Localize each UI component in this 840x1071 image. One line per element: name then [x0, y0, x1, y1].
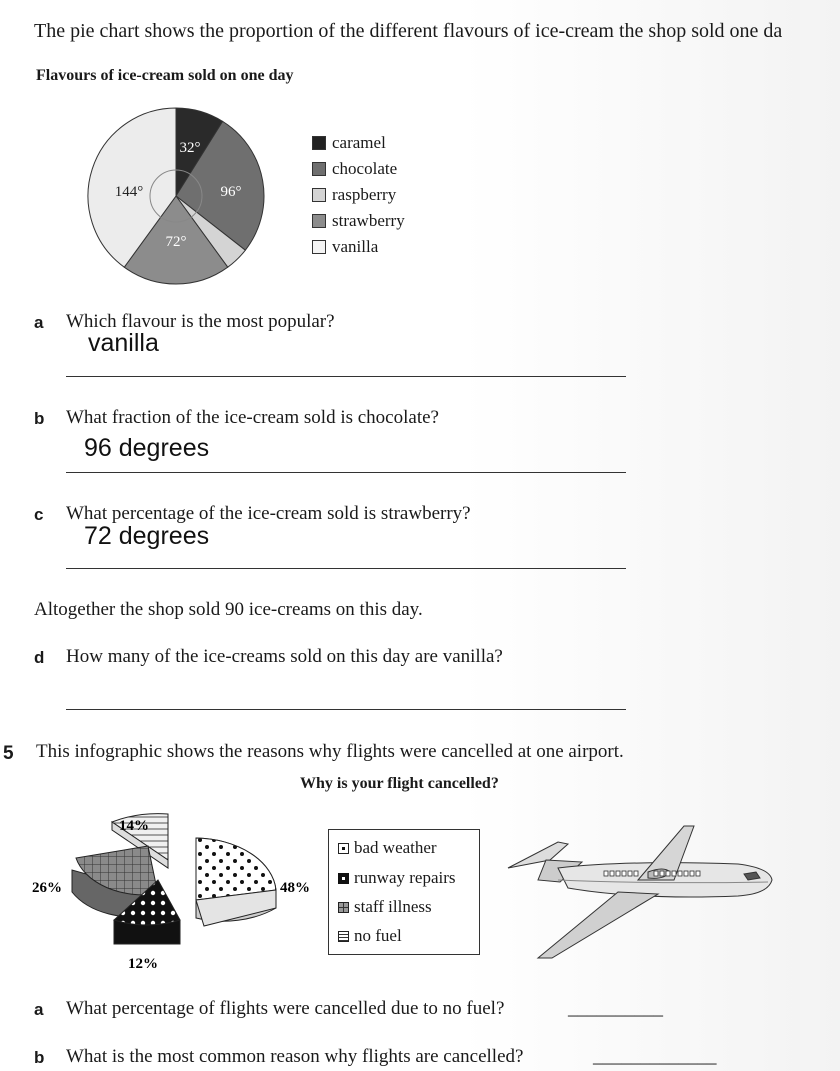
- question-5-number: 5: [3, 743, 14, 764]
- question-c-text: What percentage of the ice-cream sold is strawberry?: [66, 503, 471, 524]
- label-bad-weather: 48%: [280, 880, 310, 896]
- answer-b[interactable]: 96 degrees: [84, 434, 210, 462]
- legend-item-strawberry: [312, 209, 405, 233]
- flight-legend: [328, 829, 480, 955]
- question-5-text: This infographic shows the reasons why flights were cancelled at one airport.: [36, 741, 624, 762]
- answer-line-a: [66, 376, 626, 377]
- bad-weather-swatch: [338, 843, 349, 854]
- legend-item-bad-weather: [338, 838, 437, 858]
- swatch-caramel: [312, 136, 326, 150]
- slice-label-chocolate: 96°: [220, 184, 242, 200]
- flavour-legend: [312, 131, 452, 271]
- answer-line-d: [66, 709, 626, 710]
- swatch-vanilla: [312, 240, 326, 254]
- legend-label: no fuel: [354, 926, 402, 945]
- runway-repairs-swatch: [338, 873, 349, 884]
- legend-item-runway-repairs: [338, 868, 456, 888]
- slice-label-strawberry: 72°: [165, 234, 187, 250]
- legend-label: vanilla: [332, 237, 379, 256]
- swatch-strawberry: [312, 214, 326, 228]
- answer-blank-5a[interactable]: __________: [568, 998, 663, 1019]
- label-runway-repairs: 12%: [128, 956, 158, 972]
- question-b-letter: b: [34, 409, 45, 428]
- legend-label: runway repairs: [354, 868, 456, 887]
- slice-label-vanilla: 144°: [114, 184, 144, 200]
- question-d-letter: d: [34, 648, 45, 667]
- question-c-letter: c: [34, 505, 44, 524]
- legend-item-vanilla: [312, 235, 378, 259]
- total-statement: Altogether the shop sold 90 ice-creams on this day.: [34, 599, 423, 620]
- question-b-text: What fraction of the ice-cream sold is chocolate?: [66, 407, 439, 428]
- flight-pie-chart: [28, 808, 328, 978]
- legend-item-staff-illness: [338, 897, 432, 917]
- flight-chart-title: Why is your flight cancelled?: [300, 775, 499, 792]
- legend-label: caramel: [332, 133, 386, 152]
- answer-line-c: [66, 568, 626, 569]
- flavour-pie-chart: [80, 100, 280, 290]
- answer-a[interactable]: vanilla: [88, 329, 159, 357]
- label-no-fuel: 14%: [119, 818, 149, 834]
- answer-line-b: [66, 472, 626, 473]
- question-a-letter: a: [34, 313, 44, 332]
- question-5b-letter: b: [34, 1048, 45, 1067]
- answer-blank-5b[interactable]: _____________: [593, 1046, 717, 1067]
- legend-label: raspberry: [332, 185, 397, 204]
- legend-label: chocolate: [332, 159, 398, 178]
- legend-item-raspberry: [312, 183, 396, 207]
- intro-text: The pie chart shows the proportion of the different flavours of ice-cream the shop sold one da: [34, 20, 783, 42]
- legend-label: bad weather: [354, 838, 437, 857]
- pie-chart-title: Flavours of ice-cream sold on one day: [36, 67, 294, 84]
- legend-label: staff illness: [354, 897, 432, 916]
- question-d-text: How many of the ice-creams sold on this day are vanilla?: [66, 646, 503, 667]
- legend-item-caramel: [312, 131, 386, 155]
- no-fuel-swatch: [338, 931, 349, 942]
- legend-label: strawberry: [332, 211, 405, 230]
- slice-bad-weather: [196, 838, 276, 926]
- question-5b-text: What is the most common reason why flights are cancelled?: [66, 1046, 524, 1067]
- staff-illness-swatch: [338, 902, 349, 913]
- airplane-icon: [498, 820, 780, 962]
- question-a-text: Which flavour is the most popular?: [66, 311, 335, 332]
- swatch-chocolate: [312, 162, 326, 176]
- legend-item-chocolate: [312, 157, 397, 181]
- swatch-raspberry: [312, 188, 326, 202]
- slice-label-caramel: 32°: [179, 140, 201, 156]
- answer-c[interactable]: 72 degrees: [84, 522, 210, 550]
- question-5a-text: What percentage of flights were cancelled due to no fuel?: [66, 998, 505, 1019]
- legend-item-no-fuel: [338, 926, 402, 946]
- label-staff-illness: 26%: [32, 880, 62, 896]
- question-5a-letter: a: [34, 1000, 44, 1019]
